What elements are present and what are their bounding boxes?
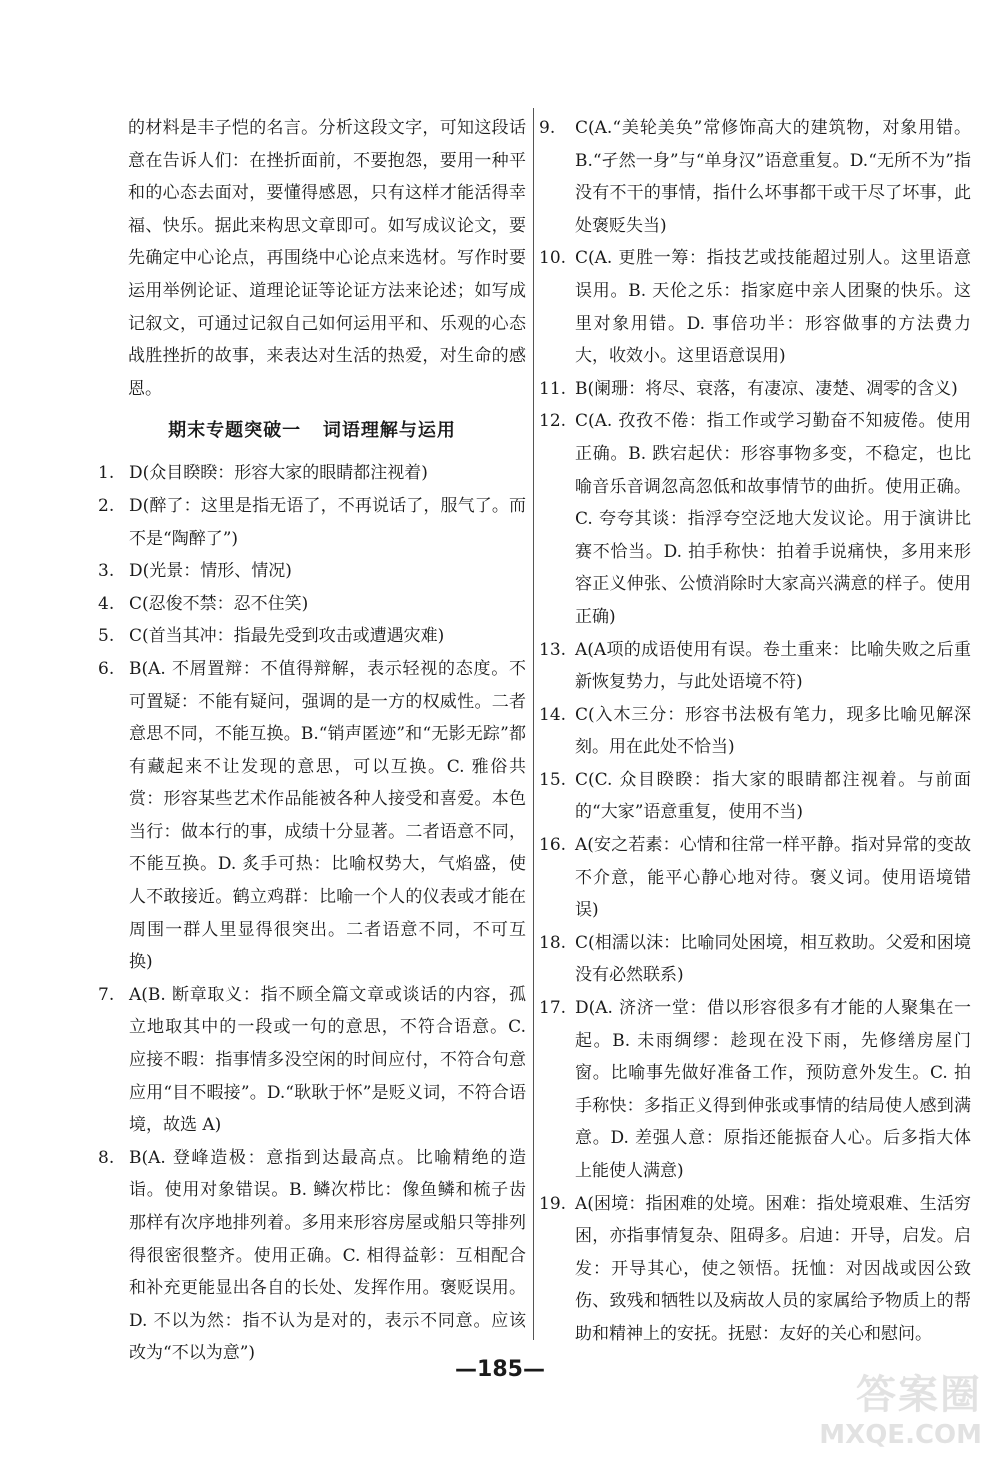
answer-number: 16. <box>539 835 567 856</box>
answer-item <box>539 829 971 927</box>
answer-number: 1. <box>98 463 115 484</box>
answer-item <box>98 588 526 621</box>
answer-text: B(阑珊：将尽、衰落，有凄凉、凄楚、凋零的含义) <box>575 378 958 399</box>
answer-text: C(A. 孜孜不倦：指工作或学习勤奋不知疲倦。使用正确。B. 跌宕起伏：形容事物多变，不稳定，也比喻音乐音调忽高忽低和故事情节的曲折。使用正确。C. 夸夸其谈：指浮夸空泛地大发议论。用于演讲比赛不恰当。D. 拍手称快：拍着手说痛快，多用来形容正义伸张、公愤消除时大家高兴满意的样子。使用正确) <box>575 411 971 627</box>
section-title: 期末专题突破一 词语理解与运用 <box>168 420 456 442</box>
watermark-logo <box>782 1363 982 1463</box>
answer-text: C(相濡以沫：比喻同处困境，相互救助。父爱和困境没有必然联系) <box>575 932 971 986</box>
right-column <box>539 112 971 1351</box>
answer-number: 7. <box>98 984 115 1005</box>
answer-number: 17. <box>539 998 567 1019</box>
column-divider <box>533 108 534 1340</box>
answer-text: A(困境：指困难的处境。困难：指处境艰难、生活穷困，亦指事情复杂、阻碍多。启迪：开导，启发。启发：开导其心，使之领悟。抚恤：对因战或因公致伤、致残和牺牲以及病故人员的家属给予物质上的帮助和精神上的安抚。抚慰：友好的关心和慰问。 <box>575 1193 971 1344</box>
answer-number: 2. <box>98 495 115 516</box>
answer-item <box>539 764 971 829</box>
answer-item <box>98 555 526 588</box>
answer-number: 19. <box>539 1193 567 1214</box>
page-number: —185— <box>455 1357 545 1382</box>
answer-text: D(醉了：这里是指无语了，不再说话了，服气了。而不是“陶醉了”) <box>129 495 526 549</box>
right-answer-list <box>539 112 971 1351</box>
answer-text: D(光景：情形、情况) <box>129 561 292 582</box>
answer-number: 6. <box>98 658 115 679</box>
answer-item <box>98 620 526 653</box>
answer-item <box>539 634 971 699</box>
left-answer-list <box>98 457 526 1370</box>
left-column <box>98 112 526 1370</box>
watermark-logo-text: 答案圈 <box>856 1372 982 1418</box>
answer-text: C(忍俊不禁：忍不住笑) <box>129 593 309 614</box>
answer-text: C(C. 众目睽睽：指大家的眼睛都注视着。与前面的“大家”语意重复，使用不当) <box>575 769 971 823</box>
answer-item <box>539 927 971 992</box>
answer-text: D(A. 济济一堂：借以形容很多有才能的人聚集在一起。B. 未雨绸缪：趁现在没下雨，先修缮房屋门窗。比喻事先做好准备工作，预防意外发生。C. 拍手称快：多指正义得到伸张或事情的结局使人感到满意。D. 差强人意：原指还能振奋人心。后多指大体上能使人满意) <box>575 998 971 1181</box>
answer-number: 12. <box>539 411 567 432</box>
answer-item <box>539 405 971 633</box>
answer-text: A(安之若素：心情和往常一样平静。指对异常的变故不介意，能平心静心地对待。褒义词。使用语境错误) <box>575 835 971 921</box>
answer-item <box>98 653 526 979</box>
answer-item <box>98 1142 526 1370</box>
answer-item <box>539 699 971 764</box>
intro-paragraph: 的材料是丰子恺的名言。分析这段文字，可知这段话意在告诉人们：在挫折面前，不要抱怨，要用一种平和的心态去面对，要懂得感恩，只有这样才能活得幸福、快乐。据此来构思文章即可。如写成议论文，要先确定中心论点，再围绕中心论点来选材。写作时要运用举例论证、道理论证等论证方法来论述；如写成记叙文，可通过记叙自己如何运用平和、乐观的心态战胜挫折的故事，来表达对生活的热爱，对生命的感恩。 <box>128 118 526 399</box>
answer-text: A(A项的成语使用有误。卷土重来：比喻失败之后重新恢复势力，与此处语境不符) <box>575 639 971 693</box>
answer-number: 3. <box>98 561 115 582</box>
answer-item <box>98 979 526 1142</box>
answer-item <box>539 242 971 372</box>
answer-number: 18. <box>539 932 567 953</box>
answer-number: 5. <box>98 626 115 647</box>
answer-text: D(众目睽睽：形容大家的眼睛都注视着) <box>129 463 428 484</box>
answer-item <box>539 1188 971 1351</box>
answer-text: C(入木三分：形容书法极有笔力，现多比喻见解深刻。用在此处不恰当) <box>575 704 971 758</box>
answer-number: 4. <box>98 593 115 614</box>
answer-number: 11. <box>539 378 567 399</box>
answer-item <box>98 457 526 490</box>
answer-number: 10. <box>539 248 567 269</box>
answer-text: C(A. 更胜一筹：指技艺或技能超过别人。这里语意误用。B. 天伦之乐：指家庭中亲人团聚的快乐。这里对象用错。D. 事倍功半：形容做事的方法费力大，收效小。这里语意误用) <box>575 248 971 367</box>
answer-text: B(A. 不屑置辩：不值得辩解，表示轻视的态度。不可置疑：不能有疑问，强调的是一方的权威性。二者意思不同，不能互换。B.“销声匿迹”和“无影无踪”都有藏起来不让发现的意思，可以互换。C. 雅俗共赏：形容某些艺术作品能被各种人接受和喜爱。本色当行：做本行的事，成绩十分显著。二者语意不同，不能互换。D. 炙手可热：比喻权势大，气焰盛，使人不敢接近。鹤立鸡群：比喻一个人的仪表或才能在周围一群人里显得很突出。二者语意不同，不可互换) <box>129 658 526 973</box>
answer-text: C(A.“美轮美奂”常修饰高大的建筑物，对象用错。B.“孑然一身”与“单身汉”语意重复。D.“无所不为”指没有不干的事情，指什么坏事都干或干尽了坏事，此处褒贬失当) <box>575 118 971 236</box>
answer-item <box>539 112 971 242</box>
answer-text: B(A. 登峰造极：意指到达最高点。比喻精绝的造诣。使用对象错误。B. 鳞次栉比：像鱼鳞和梳子齿那样有次序地排列着。多用来形容房屋或船只等排列得很密很整齐。使用正确。C. 相得益彰：互相配合和补充更能显出各自的长处、发挥作用。褒贬误用。D. 不以为然：指不认为是对的，表示不同意。应该改为“不以为意”) <box>129 1147 526 1364</box>
watermark-url: MXQE.COM <box>819 1420 982 1450</box>
answer-text: A(B. 断章取义：指不顾全篇文章或谈话的内容，孤立地取其中的一段或一句的意思，不符合语意。C. 应接不暇：指事情多没空闲的时间应付，不符合句意应用“目不暇接”。D.“耿耿于怀”是贬义词，不符合语境，故选 A) <box>129 984 526 1136</box>
answer-number: 14. <box>539 704 567 725</box>
answer-number: 15. <box>539 769 567 790</box>
answer-number: 13. <box>539 639 567 660</box>
answer-number: 8. <box>98 1147 115 1168</box>
answer-item <box>539 373 971 406</box>
answer-text: C(首当其冲：指最先受到攻击或遭遇灾难) <box>129 626 445 647</box>
answer-item <box>98 490 526 555</box>
answer-item <box>539 992 971 1188</box>
answer-number: 9. <box>539 118 556 138</box>
